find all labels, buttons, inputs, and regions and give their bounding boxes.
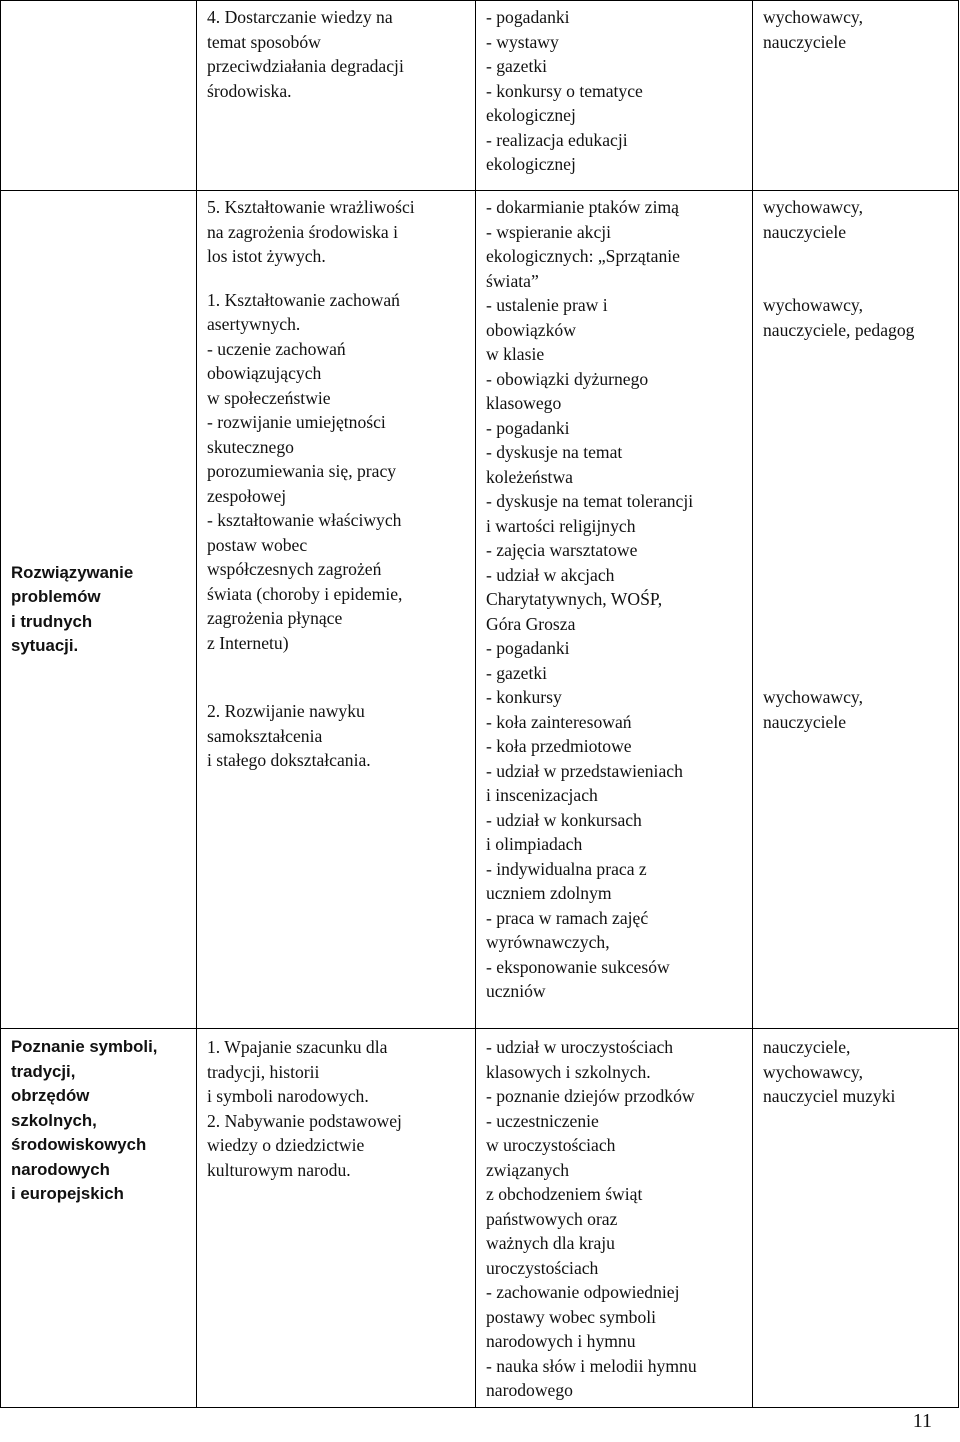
text-line: 2. Nabywanie podstawowej — [207, 1110, 402, 1131]
text-line: wychowawcy, — [763, 295, 863, 315]
text-line: narodowych i hymnu — [486, 1331, 636, 1351]
text-line: - gazetki — [486, 662, 548, 683]
text-line: nauczyciele — [763, 221, 847, 242]
text-line: wychowawcy, — [763, 1061, 863, 1082]
text-line: przeciwdziałania degradacji — [207, 56, 404, 76]
text-line: i inscenizacjach — [486, 785, 598, 805]
methods-cell — [476, 191, 753, 1029]
text-line: - wystawy — [486, 31, 559, 52]
methods-cell — [476, 1029, 753, 1408]
text-line: - obowiązki dyżurnego — [486, 368, 649, 389]
text-line: obowiązujących — [207, 363, 322, 383]
text-line: - indywidualna praca z — [486, 858, 647, 879]
text-line: wychowawcy, — [763, 687, 863, 707]
text-line: państwowych oraz — [486, 1208, 618, 1229]
text-line: - dyskusje na temat tolerancji — [486, 491, 694, 511]
text-line: na zagrożenia środowiska i — [207, 221, 399, 242]
spacer — [763, 342, 950, 685]
text-line: klasowego — [486, 393, 562, 413]
text-line: wiedzy o dziedzictwie — [207, 1135, 365, 1155]
text-line: - udział w akcjach — [486, 564, 615, 585]
text-line: obrzędów — [11, 1086, 90, 1105]
text-line: - uczestniczenie — [486, 1110, 599, 1131]
text-line: tradycji, — [11, 1061, 76, 1081]
responsible-cell — [753, 191, 959, 1029]
table-row — [1, 1, 959, 191]
text-line: środowiska. — [207, 80, 292, 101]
text-line: wychowawcy, — [763, 7, 863, 27]
tasks-cell — [197, 1, 476, 191]
text-line: i olimpiadach — [486, 834, 583, 854]
text-line: - dyskusje na temat — [486, 442, 623, 462]
text-line: - pogadanki — [486, 7, 570, 27]
text-line: współczesnych zagrożeń — [207, 559, 382, 579]
text-line: - udział w konkursach — [486, 809, 642, 830]
text-line: z Internetu) — [207, 632, 289, 653]
text-line: - konkursy — [486, 687, 562, 707]
text-line: ekologicznych: „Sprzątanie — [486, 246, 680, 266]
table-row — [1, 1029, 959, 1408]
text-line: szkolnych, — [11, 1110, 97, 1130]
text-line: klasowych i szkolnych. — [486, 1061, 651, 1082]
text-line: uroczystościach — [486, 1257, 599, 1278]
text-line: - ustalenie praw i — [486, 295, 608, 315]
text-line: - zachowanie odpowiedniej — [486, 1282, 680, 1302]
text-line: i europejskich — [11, 1184, 124, 1203]
text-line: los istot żywych. — [207, 246, 326, 266]
text-line: zespołowej — [207, 485, 287, 506]
text-line: ekologicznej — [486, 154, 576, 174]
spacer — [207, 655, 467, 699]
text-line: ważnych dla kraju — [486, 1233, 615, 1253]
responsible-cell — [753, 1, 959, 191]
text-line: - realizacja edukacji — [486, 129, 628, 150]
text-line: sytuacji. — [11, 636, 79, 655]
text-line: środowiskowych — [11, 1135, 147, 1154]
text-line: świata (choroby i epidemie, — [207, 583, 403, 604]
text-line: Rozwiązywanie — [11, 562, 134, 582]
text-line: wyrównawczych, — [486, 932, 610, 952]
page-number: 11 — [912, 1410, 932, 1432]
text-line: i trudnych — [11, 611, 93, 631]
text-line: problemów — [11, 587, 101, 606]
text-line: 4. Dostarczanie wiedzy na — [207, 7, 393, 27]
text-line: w społeczeństwie — [207, 387, 331, 408]
text-line: narodowych — [11, 1159, 110, 1179]
text-line: tradycji, historii — [207, 1061, 320, 1082]
text-line: 1. Kształtowanie zachowań — [207, 289, 400, 310]
text-line: - rozwijanie umiejętności — [207, 412, 386, 432]
text-line: - eksponowanie sukcesów — [486, 956, 670, 977]
text-line: uczniów — [486, 981, 546, 1001]
area-cell — [1, 1029, 197, 1408]
tasks-cell — [197, 191, 476, 1029]
text-line: - uczenie zachowań — [207, 338, 346, 359]
text-line: z obchodzeniem świąt — [486, 1184, 643, 1204]
spacer — [207, 269, 467, 288]
text-line: i wartości religijnych — [486, 515, 636, 536]
text-line: - kształtowanie właściwych — [207, 510, 402, 530]
spacer — [763, 244, 950, 293]
text-line: ekologicznej — [486, 105, 576, 125]
text-line: - wspieranie akcji — [486, 221, 612, 242]
text-line: w klasie — [486, 344, 545, 364]
text-line: Charytatywnych, WOŚP, — [486, 589, 663, 609]
text-line: - zajęcia warsztatowe — [486, 540, 638, 560]
text-line: w uroczystościach — [486, 1135, 616, 1155]
text-line: asertywnych. — [207, 314, 301, 334]
text-line: - koła przedmiotowe — [486, 736, 632, 756]
text-line: obowiązków — [486, 319, 576, 340]
text-line: 5. Kształtowanie wrażliwości — [207, 197, 415, 217]
text-line: i symboli narodowych. — [207, 1086, 369, 1106]
methods-cell — [476, 1, 753, 191]
text-line: Góra Grosza — [486, 613, 576, 634]
text-line: - udział w uroczystościach — [486, 1037, 674, 1057]
text-line: - praca w ramach zajęć — [486, 907, 649, 928]
text-line: nauczyciele — [763, 31, 847, 52]
text-line: porozumiewania się, pracy — [207, 461, 397, 481]
text-line: 2. Rozwijanie nawyku — [207, 701, 365, 721]
text-line: postaw wobec — [207, 534, 308, 555]
tasks-cell — [197, 1029, 476, 1408]
text-line: nauczyciel muzyki — [763, 1086, 896, 1106]
text-line: - pogadanki — [486, 638, 570, 658]
text-line: wychowawcy, — [763, 197, 863, 217]
text-line: i stałego dokształcania. — [207, 750, 371, 770]
text-line: - konkursy o tematyce — [486, 80, 643, 101]
text-line: skutecznego — [207, 436, 294, 457]
text-line: Poznanie symboli, — [11, 1037, 158, 1056]
text-line: koleżeństwa — [486, 466, 573, 487]
responsible-cell — [753, 1029, 959, 1408]
text-line: nauczyciele — [763, 711, 847, 732]
text-line: - gazetki — [486, 56, 548, 76]
text-line: związanych — [486, 1159, 570, 1180]
text-line: - nauka słów i melodii hymnu — [486, 1355, 697, 1376]
text-line: temat sposobów — [207, 31, 321, 52]
text-line: uczniem zdolnym — [486, 883, 612, 903]
text-line: - udział w przedstawieniach — [486, 760, 683, 781]
text-line: - dokarmianie ptaków zimą — [486, 197, 679, 217]
text-line: nauczyciele, pedagog — [763, 319, 915, 340]
text-line: samokształcenia — [207, 725, 323, 746]
text-line: zagrożenia płynące — [207, 608, 343, 628]
table-row — [1, 191, 959, 1029]
text-line: narodowego — [486, 1380, 573, 1400]
text-line: - pogadanki — [486, 417, 570, 438]
text-line: - koła zainteresowań — [486, 711, 632, 732]
area-cell-empty — [1, 1, 197, 191]
text-line: nauczyciele, — [763, 1037, 851, 1057]
text-line: 1. Wpajanie szacunku dla — [207, 1037, 388, 1057]
area-cell — [1, 191, 197, 1029]
text-line: świata” — [486, 270, 539, 291]
text-line: kulturowym narodu. — [207, 1159, 351, 1180]
text-line: postawy wobec symboli — [486, 1306, 657, 1327]
text-line: - poznanie dziejów przodków — [486, 1086, 695, 1106]
